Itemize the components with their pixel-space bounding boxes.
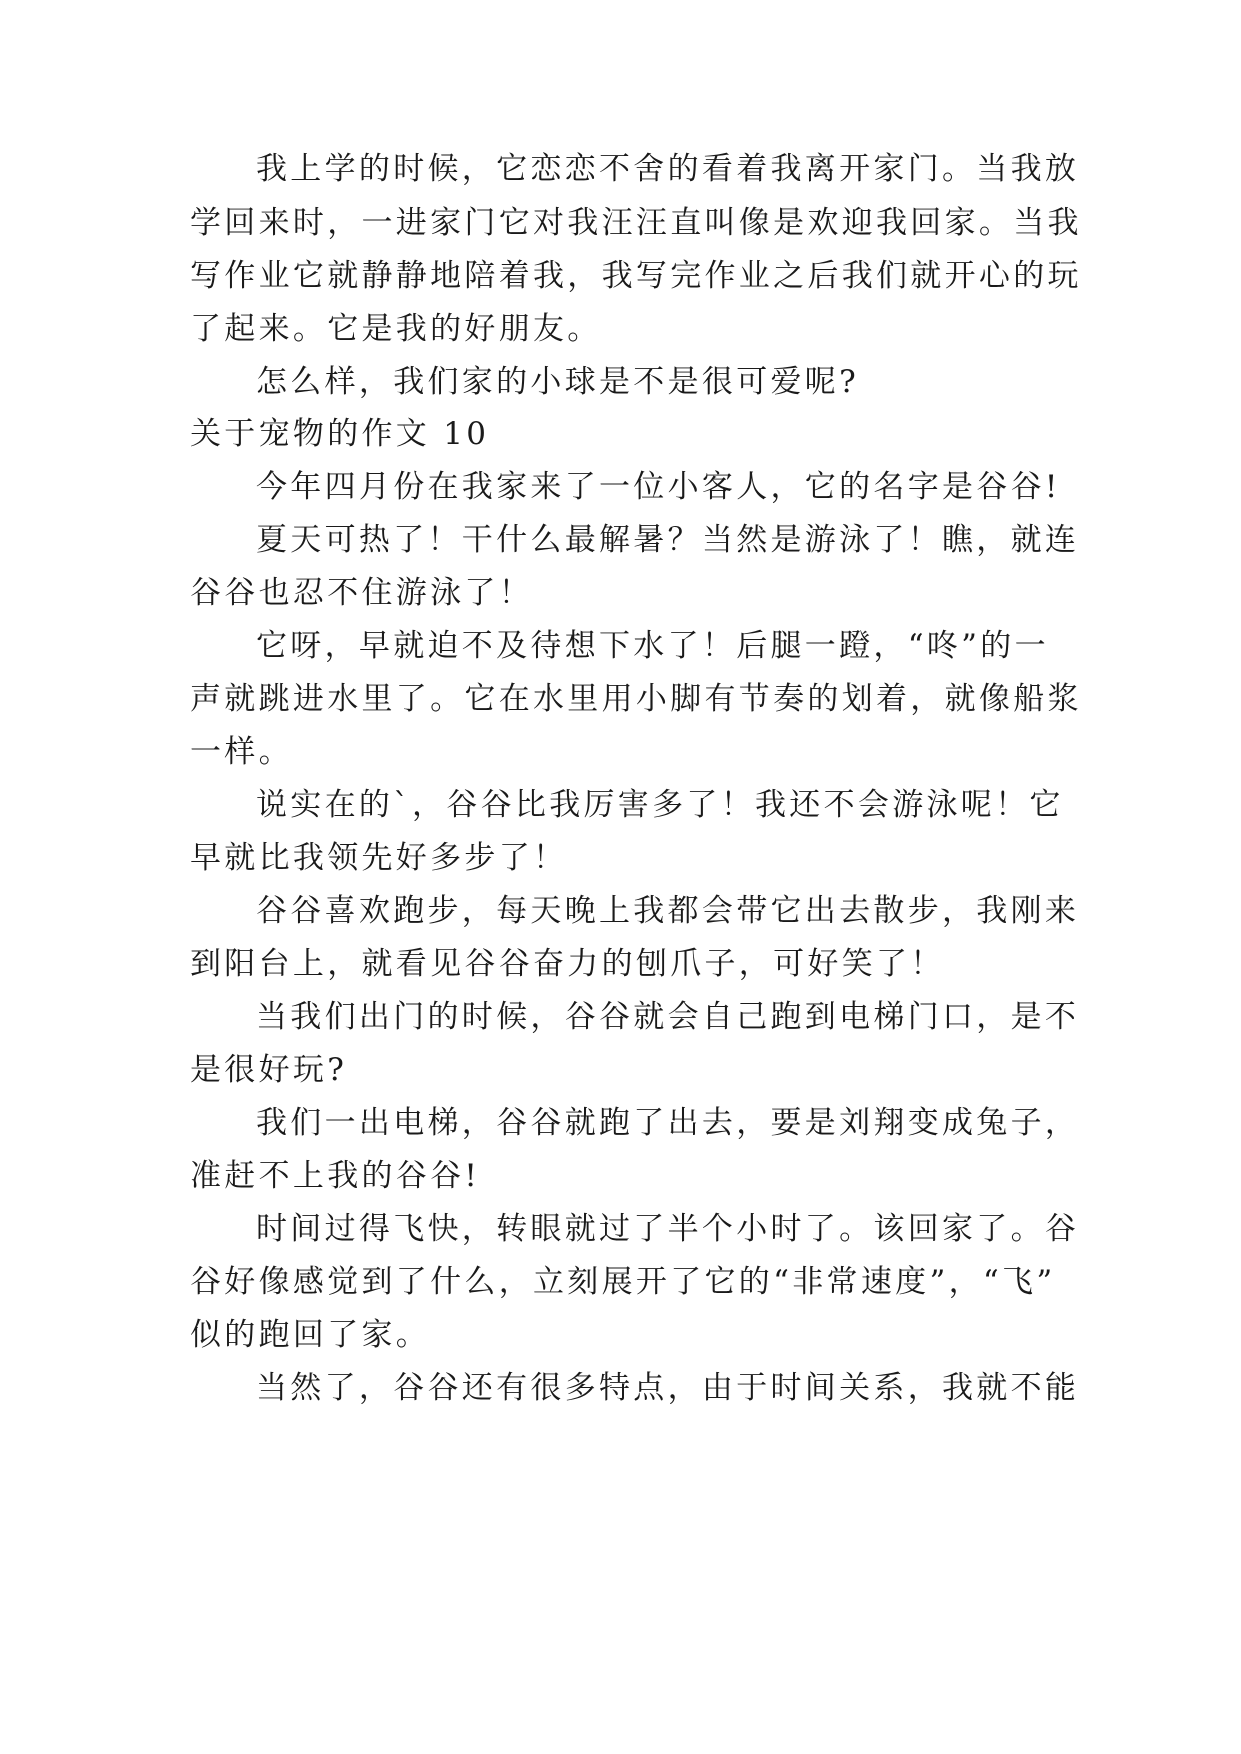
paragraph-line: 怎么样，我们家的小球是不是很可爱呢? — [256, 364, 860, 400]
paragraph-line: 夏天可热了！干什么最解暑？当然是游泳了！瞧，就连 — [256, 522, 1080, 558]
paragraph-line: 早就比我领先好多步了！ — [190, 840, 568, 876]
paragraph-line: 今年四月份在我家来了一位小客人，它的名字是谷谷! — [256, 469, 1061, 505]
paragraph-line: 了起来。它是我的好朋友。 — [190, 311, 602, 347]
paragraph-line: 我们一出电梯，谷谷就跑了出去，要是刘翔变成兔子， — [256, 1105, 1080, 1141]
paragraph-line: 它呀，早就迫不及待想下水了！后腿一蹬，“咚”的一 — [256, 628, 1049, 664]
paragraph-line: 当我们出门的时候，谷谷就会自己跑到电梯门口，是不 — [256, 999, 1080, 1035]
paragraph-line: 谷谷喜欢跑步，每天晚上我都会带它出去散步，我刚来 — [256, 893, 1080, 929]
paragraph-line: 准赶不上我的谷谷! — [190, 1158, 481, 1194]
paragraph-line: 写作业它就静静地陪着我，我写完作业之后我们就开心的玩 — [190, 258, 1082, 294]
paragraph-line: 时间过得飞快，转眼就过了半个小时了。该回家了。谷 — [256, 1211, 1080, 1247]
paragraph-line: 谷谷也忍不住游泳了！ — [190, 575, 533, 611]
paragraph-line: 到阳台上，就看见谷谷奋力的刨爪子，可好笑了！ — [190, 946, 945, 982]
paragraph-line: 当然了，谷谷还有很多特点，由于时间关系，我就不能 — [256, 1370, 1080, 1406]
paragraph-line: 说实在的`，谷谷比我厉害多了！我还不会游泳呢！它 — [256, 787, 1064, 823]
paragraph-line: 谷好像感觉到了什么，立刻展开了它的“非常速度”，“飞” — [190, 1264, 1056, 1300]
paragraph-line: 是很好玩? — [190, 1052, 348, 1088]
paragraph-line: 学回来时，一进家门它对我汪汪直叫像是欢迎我回家。当我 — [190, 205, 1082, 241]
paragraph-line: 一样。 — [190, 734, 293, 770]
section-heading: 关于宠物的作文 10 — [190, 416, 490, 452]
paragraph-line: 似的跑回了家。 — [190, 1317, 431, 1353]
paragraph-line: 我上学的时候，它恋恋不舍的看着我离开家门。当我放 — [256, 151, 1080, 187]
paragraph-line: 声就跳进水里了。它在水里用小脚有节奏的划着，就像船浆 — [190, 681, 1082, 717]
